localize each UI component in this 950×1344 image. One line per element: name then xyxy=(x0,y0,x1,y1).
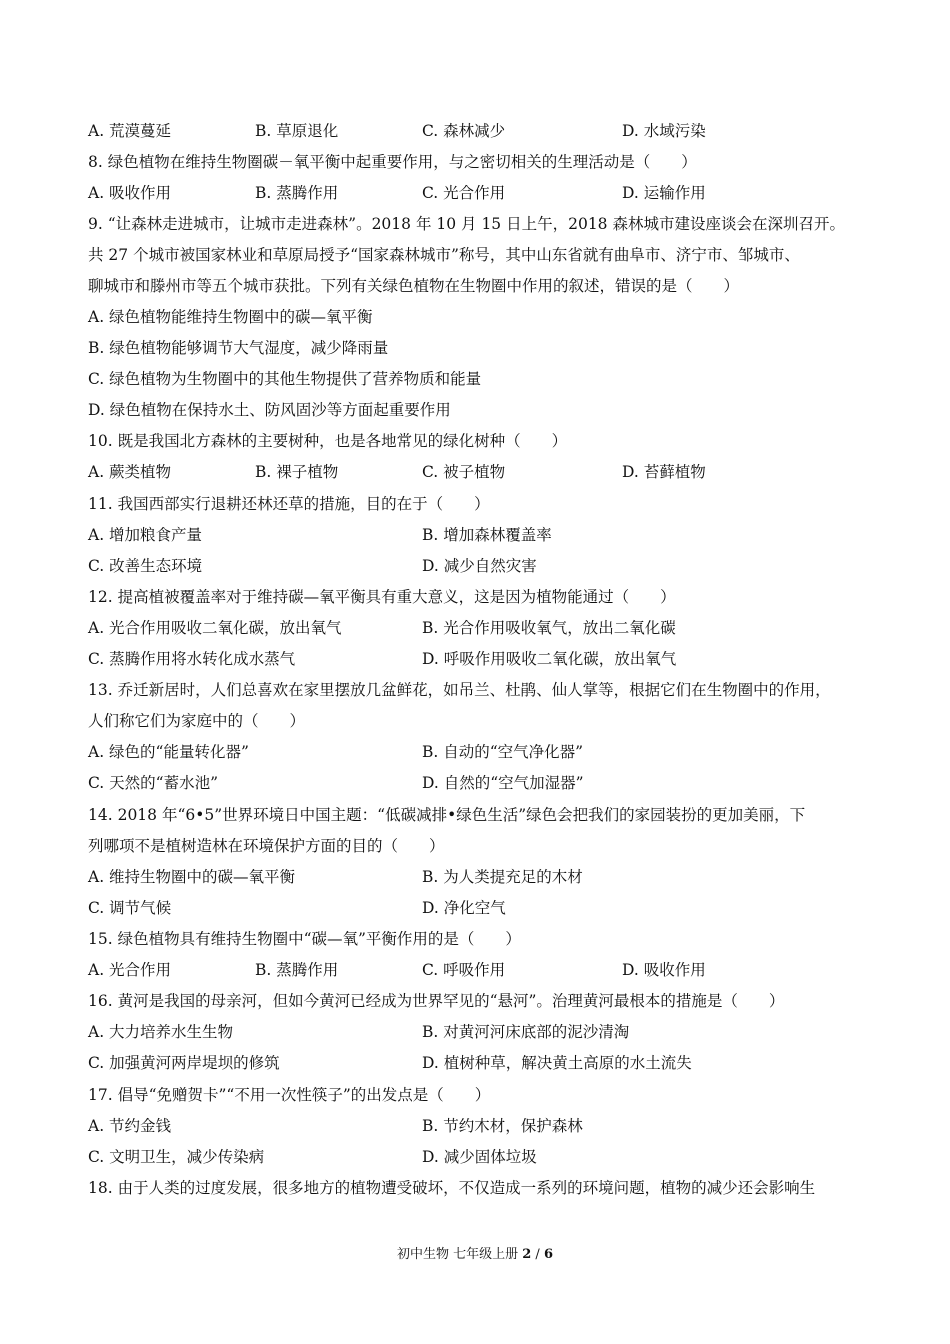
q17-option-b: B. 节约木材，保护森林 xyxy=(422,1117,583,1135)
q14-stem-line2: 列哪项不是植树造林在环境保护方面的目的（ ） xyxy=(88,837,445,855)
q9-stem-line2: 共 27 个城市被国家林业和草原局授予“国家森林城市”称号，其中山东省就有曲阜市、济宁市、邹城市、 xyxy=(88,246,800,264)
q9-option-d: D. 绿色植物在保持水土、防风固沙等方面起重要作用 xyxy=(88,401,451,419)
q14-option-a: A. 维持生物圈中的碳—氧平衡 xyxy=(88,868,296,886)
q11-option-d: D. 减少自然灾害 xyxy=(422,557,537,575)
q12-option-a: A. 光合作用吸收二氧化碳，放出氧气 xyxy=(88,619,342,637)
q7-option-c: C. 森林减少 xyxy=(422,122,506,140)
q8-option-c: C. 光合作用 xyxy=(422,184,506,202)
q10-option-a: A. 蕨类植物 xyxy=(88,463,172,481)
q13-option-d: D. 自然的“空气加湿器” xyxy=(422,774,584,792)
q10-option-b: B. 裸子植物 xyxy=(255,463,339,481)
q11-option-b: B. 增加森林覆盖率 xyxy=(422,526,552,544)
q14-option-b: B. 为人类提充足的木材 xyxy=(422,868,583,886)
q9-stem-line3: 聊城市和滕州市等五个城市获批。下列有关绿色植物在生物圈中作用的叙述，错误的是（ ） xyxy=(88,277,740,295)
q11-stem: 11. 我国西部实行退耕还林还草的措施，目的在于（ ） xyxy=(88,495,490,513)
q12-option-d: D. 呼吸作用吸收二氧化碳，放出氧气 xyxy=(422,650,677,668)
q7-option-d: D. 水域污染 xyxy=(622,122,706,140)
q16-option-b: B. 对黄河河床底部的泥沙清淘 xyxy=(422,1023,630,1041)
q18-stem: 18. 由于人类的过度发展，很多地方的植物遭受破坏，不仅造成一系列的环境问题，植物的减少还会影响生 xyxy=(88,1179,816,1197)
q15-option-b: B. 蒸腾作用 xyxy=(255,961,339,979)
q11-option-a: A. 增加粮食产量 xyxy=(88,526,203,544)
q9-option-b: B. 绿色植物能够调节大气湿度，减少降雨量 xyxy=(88,339,389,357)
q13-stem-line1: 13. 乔迁新居时，人们总喜欢在家里摆放几盆鲜花，如吊兰、杜鹃、仙人掌等，根据它们在生物圈中的作用， xyxy=(88,681,831,699)
q14-option-c: C. 调节气候 xyxy=(88,899,172,917)
q13-stem-line2: 人们称它们为家庭中的（ ） xyxy=(88,712,306,730)
q14-option-d: D. 净化空气 xyxy=(422,899,506,917)
q14-stem-line1: 14. 2018 年“6•5”世界环境日中国主题：“低碳减排•绿色生活”绿色会把我们的家园装扮的更加美丽，下 xyxy=(88,806,806,824)
q13-option-c: C. 天然的“蓄水池” xyxy=(88,774,219,792)
q10-option-c: C. 被子植物 xyxy=(422,463,506,481)
q7-option-a: A. 荒漠蔓延 xyxy=(88,122,172,140)
q9-option-c: C. 绿色植物为生物圈中的其他生物提供了营养物质和能量 xyxy=(88,370,482,388)
footer-page-number: 2 xyxy=(522,1247,532,1262)
q17-stem: 17. 倡导“免赠贺卡”“不用一次性筷子”的出发点是（ ） xyxy=(88,1086,491,1104)
page-footer xyxy=(0,1246,950,1264)
footer-separator: / xyxy=(531,1247,544,1262)
q9-stem-line1: 9. “让森林走进城市，让城市走进森林”。2018 年 10 月 15 日上午，2018 森林城市建设座谈会在深圳召开。 xyxy=(88,215,845,233)
q15-option-d: D. 吸收作用 xyxy=(622,961,706,979)
q13-option-b: B. 自动的“空气净化器” xyxy=(422,743,584,761)
q15-option-c: C. 呼吸作用 xyxy=(422,961,506,979)
footer-page-total: 6 xyxy=(543,1247,553,1262)
q11-option-c: C. 改善生态环境 xyxy=(88,557,203,575)
q16-stem: 16. 黄河是我国的母亲河，但如今黄河已经成为世界罕见的“悬河”。治理黄河最根本的措施是（ ） xyxy=(88,992,785,1010)
q16-option-d: D. 植树种草，解决黄土高原的水土流失 xyxy=(422,1054,692,1072)
q17-option-d: D. 减少固体垃圾 xyxy=(422,1148,537,1166)
q9-option-a: A. 绿色植物能维持生物圈中的碳—氧平衡 xyxy=(88,308,373,326)
footer-course: 初中生物 七年级上册 xyxy=(396,1247,523,1262)
q12-option-c: C. 蒸腾作用将水转化成水蒸气 xyxy=(88,650,296,668)
q7-option-b: B. 草原退化 xyxy=(255,122,339,140)
q8-stem: 8. 绿色植物在维持生物圈碳－氧平衡中起重要作用，与之密切相关的生理活动是（ ） xyxy=(88,153,697,171)
q17-option-a: A. 节约金钱 xyxy=(88,1117,172,1135)
q8-option-a: A. 吸收作用 xyxy=(88,184,172,202)
q12-stem: 12. 提高植被覆盖率对于维持碳—氧平衡具有重大意义，这是因为植物能通过（ ） xyxy=(88,588,676,606)
q10-stem: 10. 既是我国北方森林的主要树种，也是各地常见的绿化树种（ ） xyxy=(88,432,568,450)
q8-option-b: B. 蒸腾作用 xyxy=(255,184,339,202)
q8-option-d: D. 运输作用 xyxy=(622,184,706,202)
q12-option-b: B. 光合作用吸收氧气，放出二氧化碳 xyxy=(422,619,676,637)
q16-option-c: C. 加强黄河两岸堤坝的修筑 xyxy=(88,1054,280,1072)
q16-option-a: A. 大力培养水生生物 xyxy=(88,1023,234,1041)
q15-stem: 15. 绿色植物具有维持生物圈中“碳—氧”平衡作用的是（ ） xyxy=(88,930,521,948)
q13-option-a: A. 绿色的“能量转化器” xyxy=(88,743,249,761)
q15-option-a: A. 光合作用 xyxy=(88,961,172,979)
q17-option-c: C. 文明卫生，减少传染病 xyxy=(88,1148,265,1166)
q10-option-d: D. 苔藓植物 xyxy=(622,463,706,481)
